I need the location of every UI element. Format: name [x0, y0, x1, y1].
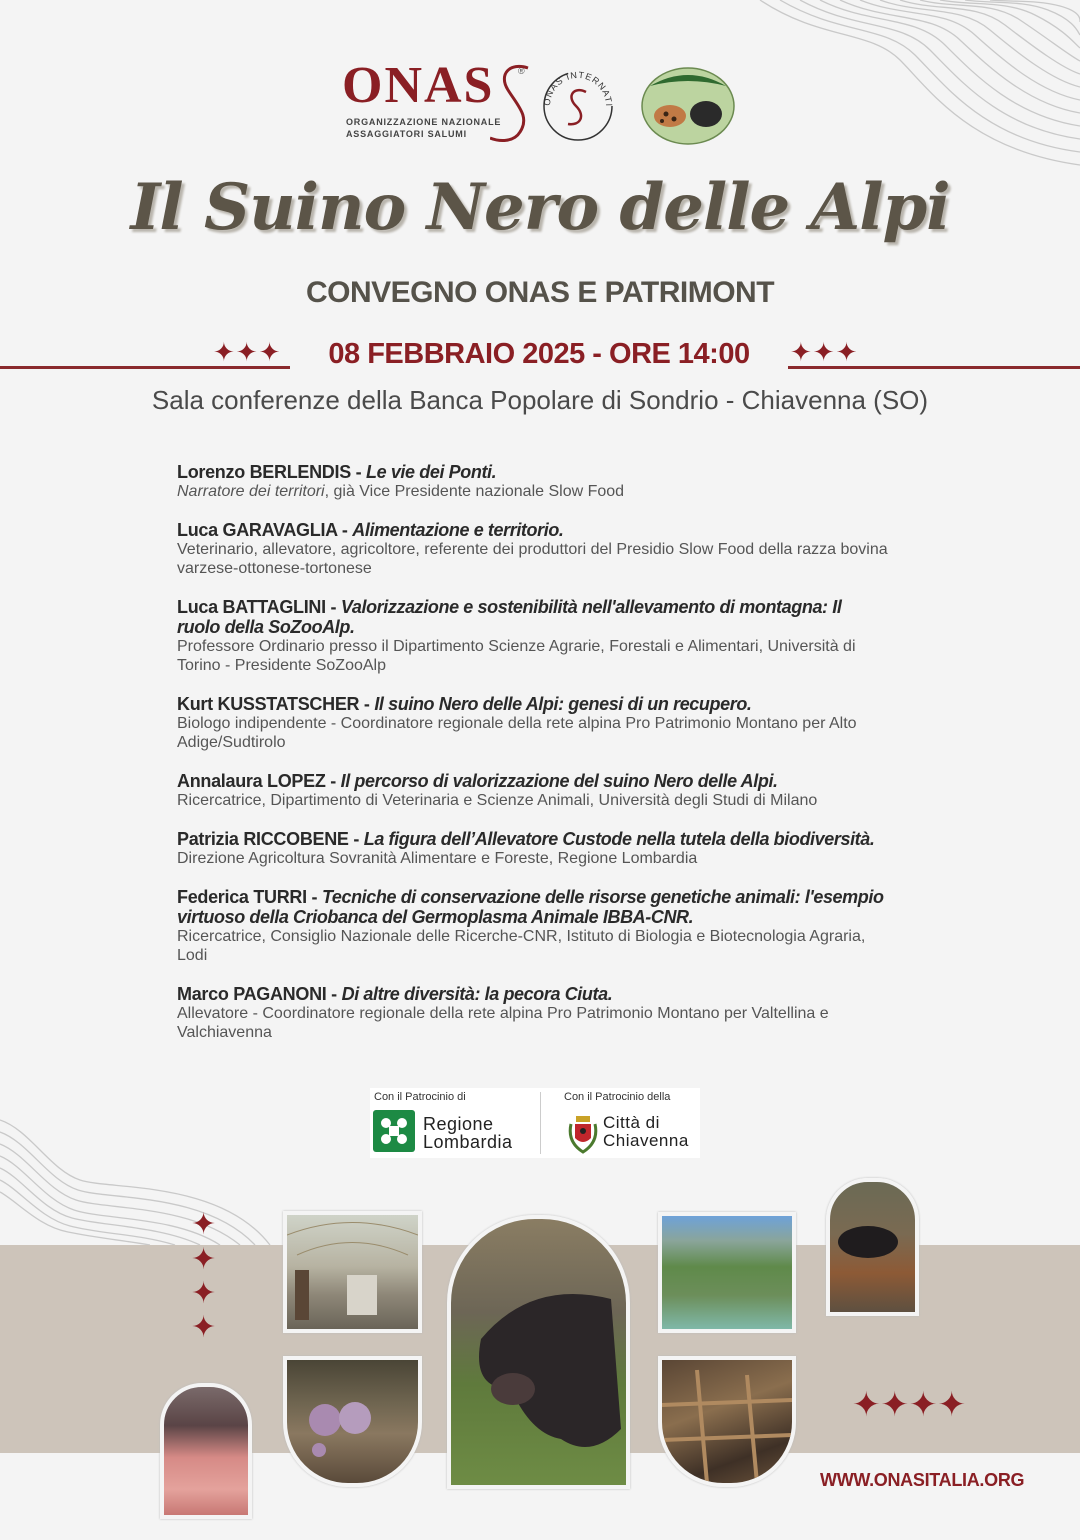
regione-name-line2: Lombardia [423, 1132, 513, 1152]
speaker-talk: Tecniche di conservazione delle risorse genetiche animali: l'esempio virtuoso della Criobanca del Germoplasma Animale IBBA-CNR. [177, 887, 884, 927]
sparkle-icon: ✦ [191, 1208, 217, 1241]
speaker-talk: Il suino Nero delle Alpi: genesi di un recupero. [374, 694, 752, 714]
speaker-talk: Di altre diversità: la pecora Ciuta. [341, 984, 613, 1004]
onas-logo-line1: ORGANIZZAZIONE NAZIONALE [346, 117, 502, 127]
event-date: 08 FEBBRAIO 2025 - ORE 14:00 [328, 338, 750, 370]
photo-cured-meats-table [283, 1356, 422, 1487]
speaker-item [177, 771, 917, 810]
photo-black-pig-woods [826, 1178, 919, 1316]
photo-black-pig-main [447, 1215, 630, 1489]
speaker-item [177, 829, 917, 868]
svg-text:ONAS INTERNATIONAL [538, 66, 614, 107]
speakers-list [177, 462, 917, 1061]
speaker-item [177, 597, 917, 675]
stars-left-icon: ✦✦✦ [213, 337, 282, 367]
event-title: Il Suino Nero delle Alpi [130, 170, 950, 245]
speaker-talk: La figura dell’Allevatore Custode nella tutela della biodiversità. [363, 829, 875, 849]
speaker-item [177, 462, 917, 501]
onas-logo-word: ONAS [342, 57, 495, 114]
speaker-item [177, 520, 917, 578]
speaker-talk: Valorizzazione e sostenibilità nell'allevamento di montagna: Il ruolo della SoZooAlp. [177, 597, 842, 637]
chiavenna-name-line2: Chiavenna [603, 1131, 689, 1150]
onas-international-seal-icon [538, 66, 618, 146]
wave-lines-bottom-left [0, 1110, 280, 1245]
speaker-name: Marco PAGANONI - [177, 984, 342, 1004]
event-subtitle: CONVEGNO ONAS E PATRIMONT [305, 276, 775, 309]
onas-international-text: ONAS INTERNATI [541, 69, 615, 108]
patronage-right-label: Con il Patrocinio della [564, 1091, 671, 1103]
pig-badge-icon [640, 66, 736, 146]
sparkle-icon: ✦ [191, 1311, 217, 1344]
patronage-box [370, 1088, 700, 1158]
wave-lines-top-right [740, 0, 1080, 175]
speaker-name: Federica TURRI - [177, 887, 322, 907]
speaker-desc: Ricercatrice, Consiglio Nazionale delle Ricerche-CNR, Istituto di Biologia e Biotecnologia Agraria, Lodi [177, 928, 866, 964]
website-link[interactable]: WWW.ONASITALIA.ORG [820, 1470, 1025, 1490]
onas-logo [340, 57, 535, 147]
regione-name-line1: Regione [423, 1114, 494, 1134]
speaker-name: Annalaura LOPEZ - [177, 771, 341, 791]
speaker-desc-italic: Narratore dei territori [177, 483, 325, 500]
patrimont-badge-logo [640, 66, 736, 146]
speaker-talk: Il percorso di valorizzazione del suino Nero delle Alpi. [340, 771, 778, 791]
speaker-name: Lorenzo BERLENDIS - [177, 462, 367, 482]
onas-international-logo [538, 66, 618, 146]
photo-sliced-salami [160, 1383, 252, 1519]
chiavenna-name-line1: Città di [603, 1113, 660, 1132]
speaker-desc: Ricercatrice, Dipartimento di Veterinaria e Scienze Animali, Università degli Studi di Milano [177, 792, 818, 809]
onas-s-swirl-icon [490, 62, 535, 147]
speaker-name: Luca BATTAGLINI - [177, 597, 341, 617]
speaker-item [177, 984, 917, 1042]
speaker-desc: Biologo indipendente - Coordinatore regionale della rete alpina Pro Patrimonio Montano per Alto Adige/Sudtirolo [177, 715, 857, 751]
speaker-item [177, 694, 917, 752]
speaker-name: Luca GARAVAGLIA - [177, 520, 353, 540]
speaker-talk: Alimentazione e territorio. [352, 520, 564, 540]
speaker-talk: Le vie dei Ponti. [366, 462, 497, 482]
patronage-separator [540, 1092, 541, 1154]
speaker-desc: Direzione Agricoltura Sovranità Alimentare e Foreste, Regione Lombardia [177, 850, 698, 867]
sparkle-icon: ✦ [191, 1243, 217, 1276]
chiavenna-crest-icon [565, 1112, 601, 1154]
onas-logo-line2: ASSAGGIATORI SALUMI [346, 129, 467, 139]
speaker-desc: Professore Ordinario presso il Dipartimento Scienze Agrarie, Forestali e Alimentari, Università di Torino - Presidente SoZooAlp [177, 638, 856, 674]
speaker-desc: Veterinario, allevatore, agricoltore, referente dei produttori del Presidio Slow Food della razza bovina varzese-ottonese-tortonese [177, 541, 888, 577]
sparkle-icon: ✦ [191, 1277, 217, 1310]
speaker-desc: , già Vice Presidente nazionale Slow Food [324, 483, 625, 500]
speaker-desc: Allevatore - Coordinatore regionale della rete alpina Pro Patrimonio Montano per Valtellina e Valchiavenna [177, 1005, 829, 1041]
regione-lombardia-logo-icon [373, 1110, 415, 1152]
photo-chiavenna-river [658, 1212, 796, 1333]
registered-mark: ® [518, 66, 525, 76]
photo-frescoed-hall [283, 1211, 422, 1333]
speaker-item [177, 887, 917, 965]
photo-wine-cellar [658, 1356, 796, 1487]
stars-row-icon: ✦✦✦✦ [852, 1386, 966, 1424]
speaker-name: Patrizia RICCOBENE - [177, 829, 364, 849]
event-venue: Sala conferenze della Banca Popolare di Sondrio - Chiavenna (SO) [151, 385, 929, 415]
speaker-name: Kurt KUSSTATSCHER - [177, 694, 375, 714]
stars-right-icon: ✦✦✦ [790, 337, 859, 367]
patronage-left-label: Con il Patrocinio di [374, 1091, 466, 1103]
